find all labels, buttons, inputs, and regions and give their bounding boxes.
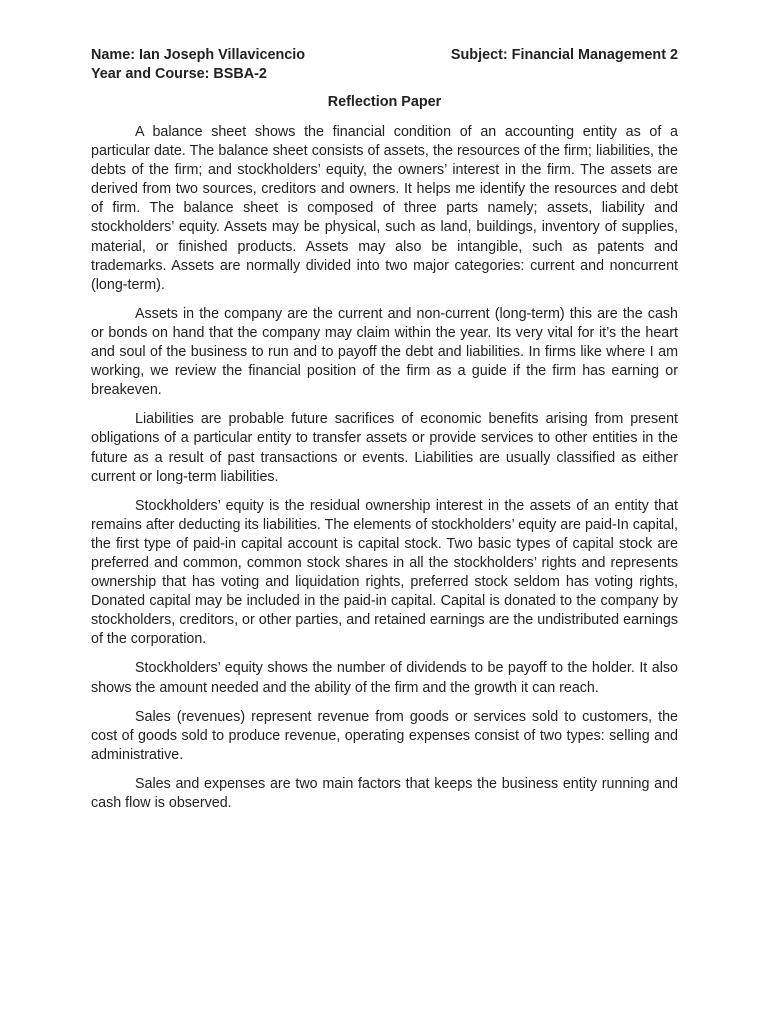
paragraph: Stockholders’ equity shows the number of dividends to be payoff to the holder. It also shows the amount needed and the ability of the firm and the growth it can reach. (91, 660, 678, 696)
paragraph: Liabilities are probable future sacrifices of economic benefits arising from present obligations of a particular entity to transfer assets or provide services to other entities in the future as a result of past transactions or events. Liabilities are usually classified as either current or long-term liabilities. (91, 411, 678, 485)
paragraph: Assets in the company are the current and non-current (long-term) this are the cash or bonds on hand that the company may claim within the year. Its very vital for it’s the heart and soul of the business to run and to payoff the debt and liabilities. In firms like where I am working, we review the financial position of the firm as a guide if the firm has earning or breakeven. (91, 305, 678, 399)
document-header (91, 46, 678, 84)
paragraph: Stockholders’ equity is the residual ownership interest in the assets of an entity that remains after deducting its liabilities. The elements of stockholders’ equity are paid-In capital, the first type of paid-in capital account is capital stock. Two basic types of capital stock are preferred and common, common stock shares in all the stockholders’ rights and represents ownership that has voting and liquidation rights, preferred stock seldom has voting rights, Donated capital may be included in the paid-in capital. Capital is donated to the company by stockholders, creditors, or other parties, and retained earnings are the undistributed earnings of the corporation. (91, 497, 678, 648)
paragraph: Sales and expenses are two main factors that keeps the business entity running and cash flow is observed. (91, 775, 678, 811)
year-course-label: Year and Course: BSBA-2 (91, 66, 267, 82)
paragraph: Sales (revenues) represent revenue from goods or services sold to customers, the cost of goods sold to produce revenue, operating expenses consist of two types: selling and administrative. (91, 708, 678, 763)
header-row (91, 46, 678, 65)
subject-label: Subject: Financial Management 2 (450, 47, 678, 63)
document-body (91, 123, 678, 823)
student-name: Name: Ian Joseph Villavicencio (91, 47, 306, 63)
document-title: Reflection Paper (327, 94, 442, 110)
paragraph: A balance sheet shows the financial condition of an accounting entity as of a particular date. The balance sheet consists of assets, the resources of the firm; liabilities, the debts of the firm; and stockholders’ equity, the owners’ interest in the firm. The assets are derived from two sources, creditors and owners. It helps me identify the resources and debt of firm. The balance sheet is composed of three parts namely; assets, liability and stockholders’ equity. Assets may be physical, such as land, buildings, inventory of supplies, material, or finished products. Assets may also be intangible, such as patents and trademarks. Assets are normally divided into two major categories: current and noncurrent (long-term). (91, 124, 678, 293)
